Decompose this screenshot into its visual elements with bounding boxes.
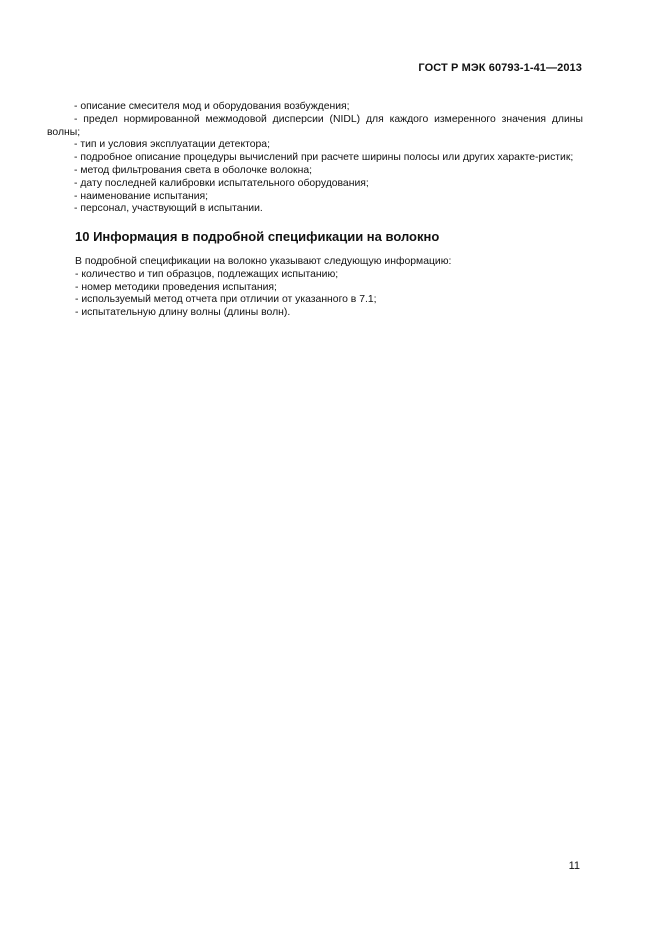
section-intro: В подробной спецификации на волокно указывают следующую информацию: xyxy=(75,256,452,267)
page-number: 11 xyxy=(568,860,580,872)
requirements-list xyxy=(47,101,583,216)
list-item: - описание смесителя мод и оборудования возбуждения; xyxy=(74,101,350,112)
list-item: - дату последней калибровки испытательного оборудования; xyxy=(74,177,369,189)
list-item: - тип и условия эксплуатации детектора; xyxy=(74,139,270,151)
list-item: - используемый метод отчета при отличии от указанного в 7.1; xyxy=(75,294,377,306)
list-item: - испытательную длину волны (длины волн). xyxy=(75,307,291,319)
list-item: - персонал, участвующий в испытании. xyxy=(74,203,263,215)
list-item: - номер методики проведения испытания; xyxy=(75,281,277,293)
list-item: - предел нормированной межмодовой дисперсии (NIDL) для каждого измеренного значения длины волны; xyxy=(47,113,583,138)
section-body xyxy=(75,256,585,320)
list-item: - подробное описание процедуры вычислений при расчете ширины полосы или других характе-ристик; xyxy=(74,152,574,164)
list-item: - метод фильтрования света в оболочке волокна; xyxy=(74,164,312,176)
list-item: - наименование испытания; xyxy=(74,190,209,202)
list-item: - количество и тип образцов, подлежащих испытанию; xyxy=(75,268,339,280)
section-heading: 10 Информация в подробной спецификации на волокно xyxy=(75,229,440,244)
standard-header: ГОСТ Р МЭК 60793-1-41—2013 xyxy=(418,62,582,74)
